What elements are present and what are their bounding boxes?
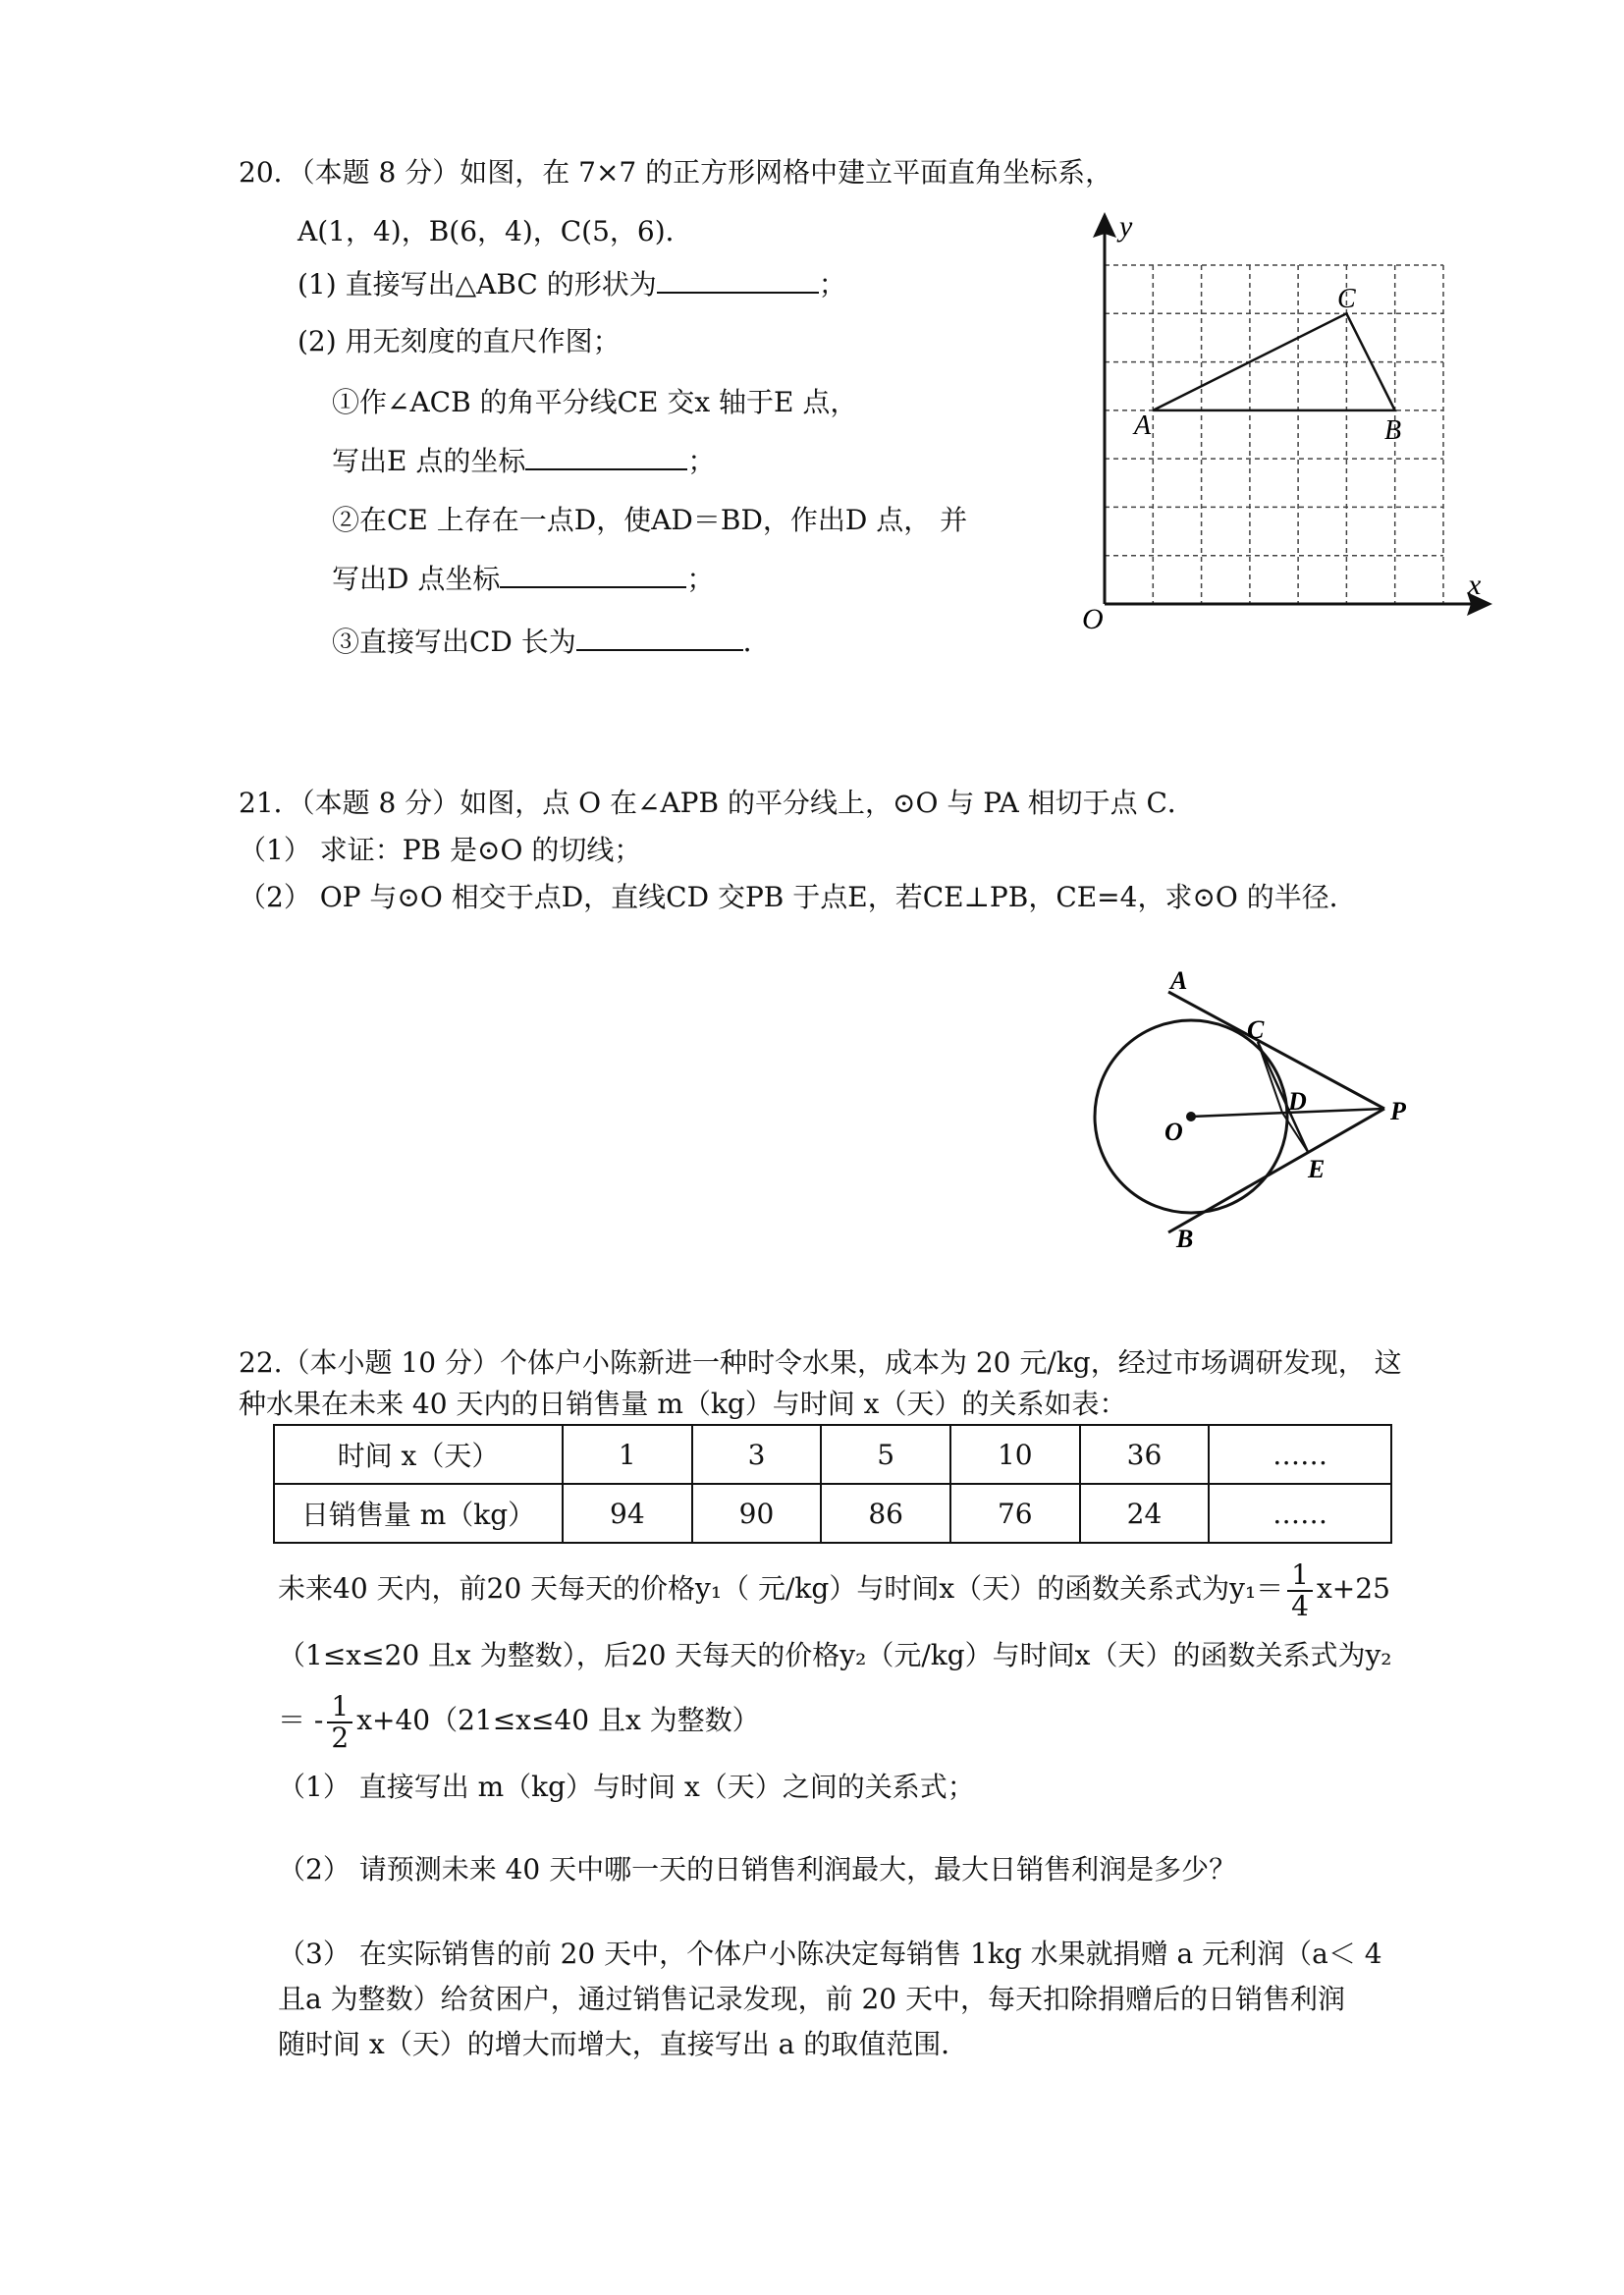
label-c: C — [1337, 284, 1356, 314]
table-cell: 24 — [1080, 1484, 1210, 1543]
q22-line3a: ＝ - — [278, 1704, 324, 1736]
fraction-one-quarter — [1287, 1557, 1313, 1622]
table-cell: …… — [1209, 1484, 1391, 1543]
fraction-numerator: 1 — [327, 1692, 352, 1723]
q20-part1 — [298, 267, 846, 302]
table-cell: 1 — [563, 1425, 692, 1484]
q22-line1 — [278, 1559, 1390, 1621]
table-cell: 36 — [1080, 1425, 1210, 1484]
q22-part3b: 且a 为整数）给贫困户，通过销售记录发现，前 20 天中，每天扣除捐赠后的日销售利润 — [278, 1983, 1346, 2015]
q22-part2: （2） 请预测未来 40 天中哪一天的日销售利润最大，最大日销售利润是多少？ — [278, 1853, 1237, 1885]
label-y: y — [1119, 210, 1133, 243]
answer-blank[interactable] — [525, 445, 687, 470]
q22-line3 — [278, 1691, 760, 1753]
q22-part3c: 随时间 x（天）的增大而增大，直接写出 a 的取值范围． — [278, 2028, 969, 2060]
q20-points: A(1，4)，B(6，4)，C(5，6)． — [298, 215, 693, 247]
label-c: C — [1247, 1015, 1265, 1044]
q22-intro2: 种水果在未来 40 天内的日销售量 m（kg）与时间 x（天）的关系如表： — [239, 1388, 1127, 1420]
table-cell: 3 — [692, 1425, 822, 1484]
q20-step3-end: ． — [742, 626, 771, 658]
label-origin: O — [1082, 603, 1104, 635]
q22-line2: （1≤x≤20 且x 为整数），后20 天每天的价格y₂（元/kg）与时间x（天）的函数关系式为y₂ — [278, 1639, 1392, 1671]
q21-part2: （2） OP 与⊙O 相交于点D，直线CD 交PB 于点E，若CE⊥PB，CE=4，求⊙O 的半径． — [239, 881, 1357, 913]
label-b: B — [1384, 415, 1402, 446]
line-pa — [1168, 992, 1384, 1109]
answer-blank[interactable] — [576, 626, 743, 651]
table-header-cell: 时间 x（天） — [274, 1425, 563, 1484]
table-header-cell: 日销售量 m（kg） — [274, 1484, 563, 1543]
q22-part1: （1） 直接写出 m（kg）与时间 x（天）之间的关系式； — [278, 1771, 975, 1803]
q21-part1: （1） 求证：PB 是⊙O 的切线； — [239, 834, 642, 866]
fraction-denominator: 4 — [1291, 1589, 1309, 1622]
q21-circle-figure — [1090, 948, 1443, 1252]
fraction-one-half — [327, 1689, 352, 1754]
table-cell: …… — [1209, 1425, 1391, 1484]
q22-part3a: （3） 在实际销售的前 20 天中，个体户小陈决定每销售 1kg 水果就捐赠 a 元利润（a＜ 4 — [278, 1938, 1382, 1970]
q20-part2: (2) 用无刻度的直尺作图； — [298, 325, 621, 357]
q21-intro: 21．（本题 8 分）如图，点 O 在∠APB 的平分线上，⊙O 与 PA 相切于点 C． — [239, 787, 1195, 819]
label-a: A — [1170, 966, 1188, 995]
answer-blank[interactable] — [657, 268, 819, 294]
table-cell: 86 — [821, 1484, 950, 1543]
q22-line1b: x+25 — [1317, 1572, 1390, 1605]
q20-step1b-text: 写出E 点的坐标 — [332, 445, 526, 477]
label-o: O — [1164, 1118, 1183, 1146]
q20-step1a: ①作∠ACB 的角平分线CE 交x 轴于E 点， — [332, 386, 858, 418]
label-d: D — [1288, 1087, 1307, 1116]
q20-step2b — [332, 562, 714, 597]
label-x: x — [1468, 569, 1482, 601]
answer-blank[interactable] — [500, 563, 686, 588]
q20-step3 — [332, 625, 771, 660]
sales-table — [273, 1424, 1392, 1544]
q22-line1a: 未来40 天内，前20 天每天的价格y₁（ 元/kg）与时间x（天）的函数关系式为y₁＝ — [278, 1572, 1284, 1605]
table-cell: 94 — [563, 1484, 692, 1543]
table-row — [274, 1484, 1391, 1543]
q20-step1b — [332, 444, 715, 479]
q20-grid-figure — [1070, 206, 1502, 638]
q20-step2a: ②在CE 上存在一点D，使AD＝BD，作出D 点， 并 — [332, 504, 968, 536]
q20-step2b-end: ； — [686, 563, 715, 595]
q20-step3-text: ③直接写出CD 长为 — [332, 626, 576, 658]
table-cell: 5 — [821, 1425, 950, 1484]
table-cell: 76 — [950, 1484, 1080, 1543]
q20-step1b-end: ； — [687, 445, 716, 477]
label-e: E — [1308, 1155, 1326, 1183]
q20-intro: 20．（本题 8 分）如图，在 7×7 的正方形网格中建立平面直角坐标系， — [239, 156, 1113, 189]
label-p: P — [1390, 1097, 1406, 1125]
table-cell: 10 — [950, 1425, 1080, 1484]
label-a: A — [1134, 410, 1152, 441]
table-cell: 90 — [692, 1484, 822, 1543]
q22-intro1: 22.（本小题 10 分）个体户小陈新进一种时令水果，成本为 20 元/kg，经过市场调研发现， 这 — [239, 1346, 1402, 1379]
line-pb — [1168, 1109, 1384, 1232]
q20-part1-end: ； — [818, 268, 846, 301]
fraction-numerator: 1 — [1287, 1560, 1313, 1592]
q20-step2b-text: 写出D 点坐标 — [332, 563, 501, 595]
fraction-denominator: 2 — [331, 1721, 350, 1754]
label-b: B — [1176, 1225, 1194, 1253]
q22-line3b: x+40（21≤x≤40 且x 为整数） — [356, 1704, 760, 1736]
q20-part1-text: (1) 直接写出△ABC 的形状为 — [298, 268, 657, 301]
table-row — [274, 1425, 1391, 1484]
